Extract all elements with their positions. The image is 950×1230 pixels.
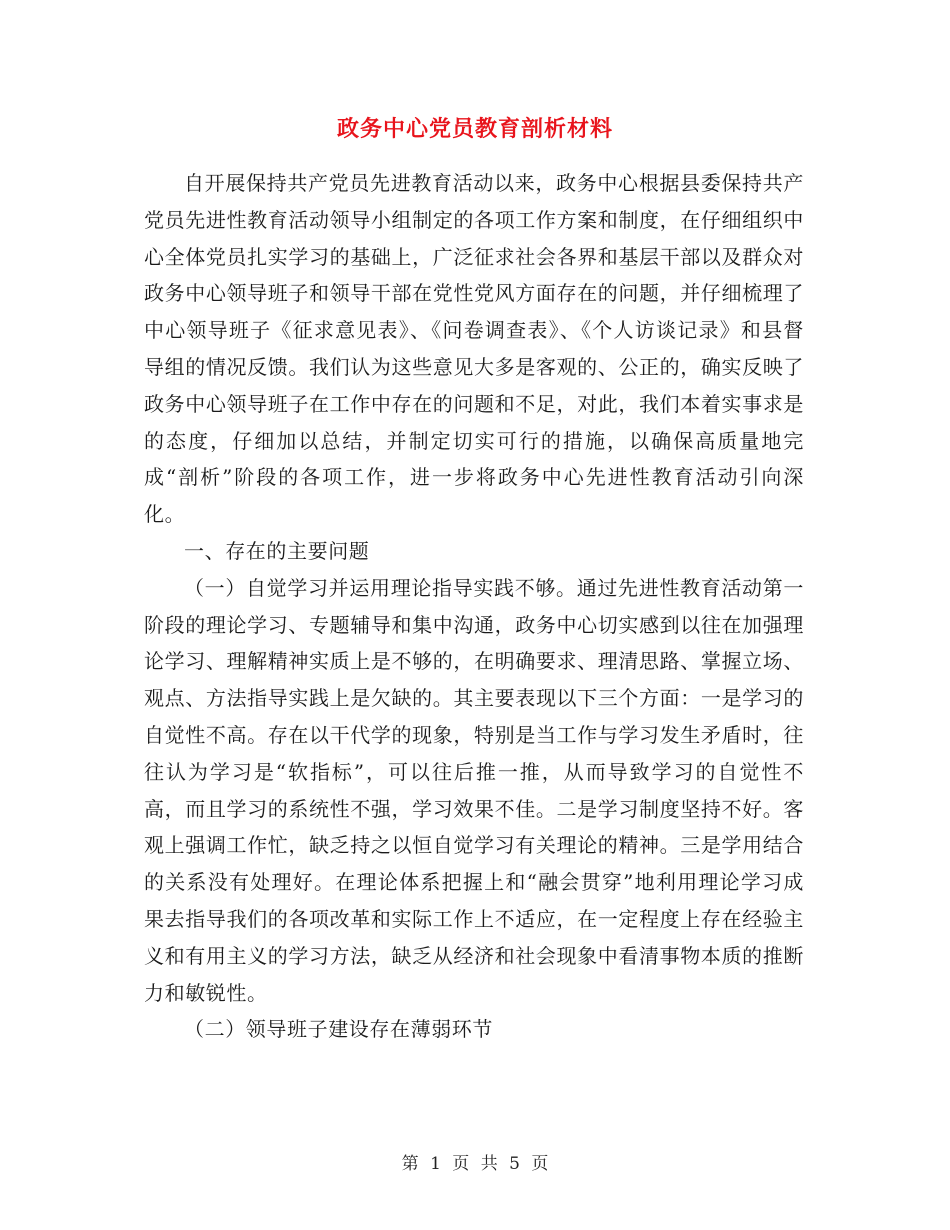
section-heading-main-problems: 一、存在的主要问题 (184, 538, 370, 563)
intro-paragraph: 自开展保持共产党员先进教育活动以来，政务中心根据县委保持共产党员先进性教育活动领导小组制定的各项工作方案和制度，在仔细组织中心全体党员扎实学习的基础上，广泛征求社会各界和基层干部以及群众对政务中心领导班子和领导干部在党性党风方面存在的问题，并仔细梳理了中心领导班子《征求意见表》、《问卷调查表》、《个人访谈记录》和县督导组的情况反馈。我们认为这些意见大多是客观的、公正的，确实反映了政务中心领导班子在工作中存在的问题和不足，对此，我们本着实事求是的态度，仔细加以总结，并制定切实可行的措施，以确保高质量地完成“剖析”阶段的各项工作，进一步将政务中心先进性教育活动引向深化。 (144, 171, 804, 527)
page-number-footer: 第 1 页 共 5 页 (401, 1154, 549, 1174)
problem-two-heading: （二）领导班子建设存在薄弱环节 (184, 1017, 493, 1042)
document-body (144, 165, 804, 1048)
problem-one-paragraph: （一）自觉学习并运用理论指导实践不够。通过先进性教育活动第一阶段的理论学习、专题辅导和集中沟通，政务中心切实感到以往在加强理论学习、理解精神实质上是不够的，在明确要求、理清思路、掌握立场、观点、方法指导实践上是欠缺的。其主要表现以下三个方面：一是学习的自觉性不高。存在以干代学的现象，特别是当工作与学习发生矛盾时，往往认为学习是“软指标”，可以往后推一推，从而导致学习的自觉性不高，而且学习的系统性不强，学习效果不佳。二是学习制度坚持不好。客观上强调工作忙，缺乏持之以恒自觉学习有关理论的精神。三是学用结合的关系没有处理好。在理论体系把握上和“融会贯穿”地利用理论学习成果去指导我们的各项改革和实际工作上不适应，在一定程度上存在经验主义和有用主义的学习方法，缺乏从经济和社会现象中看清事物本质的推断力和敏锐性。 (144, 575, 804, 1005)
document-title: 政务中心党员教育剖析材料 (336, 116, 613, 142)
